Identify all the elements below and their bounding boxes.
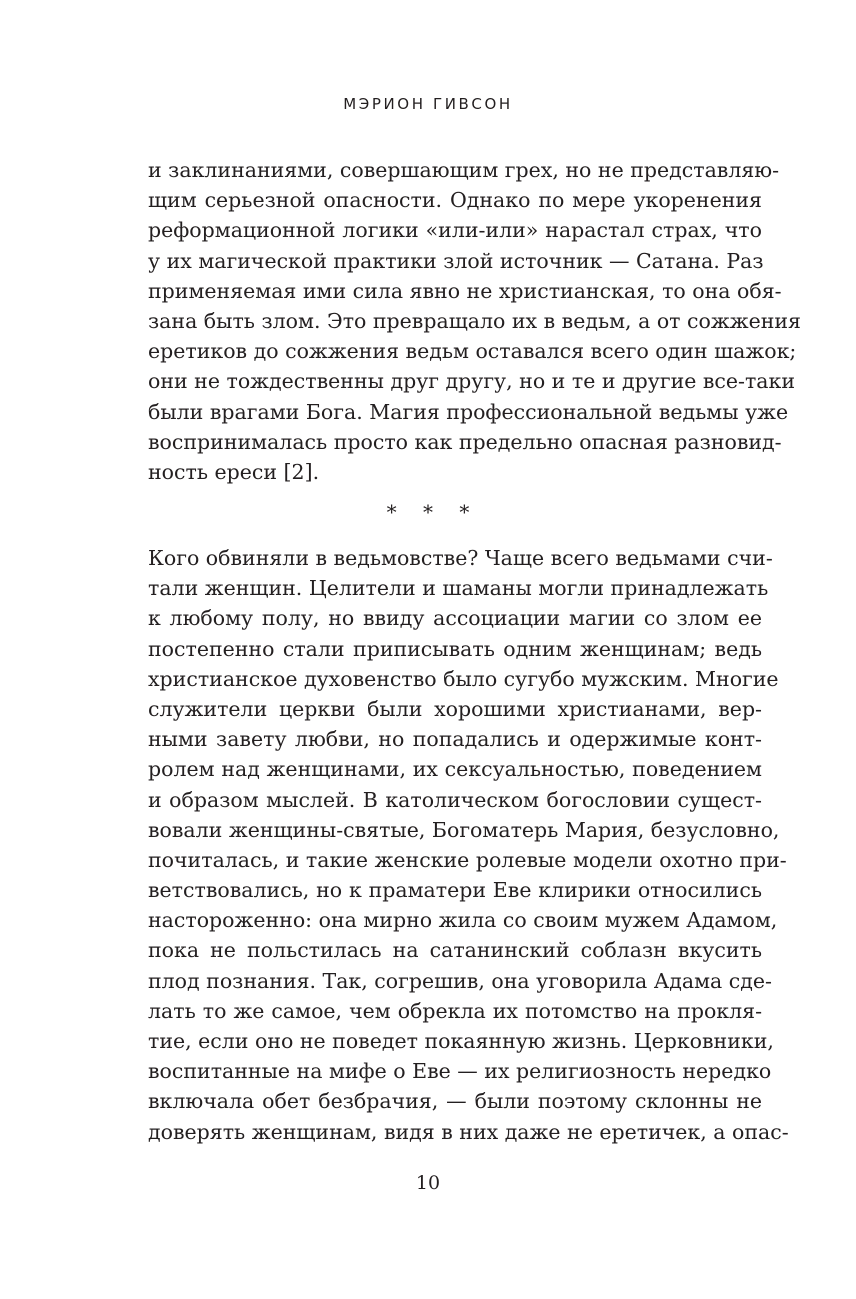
running-head: МЭРИОН ГИВСОН [343, 95, 513, 113]
text-line: настороженно: она мирно жила со своим мужем Адамом, [148, 908, 778, 933]
body-paragraph-2 [148, 543, 789, 1147]
text-line: почиталась, и такие женские ролевые модели охотно при- [148, 847, 787, 872]
text-line: и заклинаниями, совершающим грех, но не представляю- [148, 158, 780, 182]
text-line: постепенно стали приписывать одним женщинам; ведь [148, 636, 762, 661]
text-line: ветствовались, но к праматери Еве клирики относились [148, 878, 762, 903]
text-line: воспитанные на мифе о Еве — их религиозность нередко [148, 1059, 772, 1084]
page-number: 10 [415, 1172, 441, 1194]
body-paragraph-1 [148, 155, 801, 487]
text-line: они не тождественны друг другу, но и те и другие все-таки [148, 369, 796, 394]
text-line: вовали женщины-святые, Богоматерь Мария, безусловно, [148, 817, 780, 842]
text-line: ролем над женщинами, их сексуальностью, поведением [148, 757, 762, 782]
text-line: еретиков до сожжения ведьм оставался всего один шажок; [148, 339, 797, 364]
text-line: тие, если оно не поведет покаянную жизнь. Церковники, [148, 1029, 774, 1053]
text-line: лать то же самое, чем обрекла их потомство на прокля- [148, 998, 762, 1023]
text-line: пока не польстилась на сатанинский соблазн вкусить [148, 938, 762, 963]
text-line: тали женщин. Целители и шаманы могли принадлежать [148, 576, 769, 601]
text-line: христианское духовенство было сугубо мужским. Многие [148, 666, 779, 691]
text-line: включала обет безбрачия, — были поэтому склонны не [148, 1089, 762, 1114]
text-line: реформационной логики «или-или» нарастал страх, что [148, 218, 762, 243]
text-line: и образом мыслей. В католическом богословии сущест- [148, 787, 762, 812]
text-line: Кого обвиняли в ведьмовстве? Чаще всего ведьмами счи- [148, 546, 773, 570]
text-line: служители церкви были хорошими христианами, вер- [148, 696, 762, 721]
text-line: доверять женщинам, видя в них даже не еретичек, а опас- [148, 1119, 789, 1144]
text-line: ными завету любви, но попадались и одержимые конт- [148, 727, 762, 752]
text-line: у их магической практики злой источник — Сатана. Раз [148, 248, 764, 273]
text-line: воспринималась просто как предельно опасная разновид- [148, 429, 782, 454]
text-line: ность ереси [2]. [148, 459, 320, 484]
text-line: зана быть злом. Это превращало их в ведьм, а от сожжения [148, 308, 801, 333]
text-line: к любому полу, но ввиду ассоциации магии со злом ее [148, 606, 762, 631]
text-line: были врагами Бога. Магия профессиональной ведьмы уже [148, 399, 789, 424]
text-line: щим серьезной опасности. Однако по мере укоренения [148, 188, 762, 213]
text-line: применяемая ими сила явно не христианская, то она обя- [148, 278, 782, 303]
text-line: плод познания. Так, согрешив, она уговорила Адама сде- [148, 968, 772, 993]
section-separator: * * * [386, 500, 480, 524]
